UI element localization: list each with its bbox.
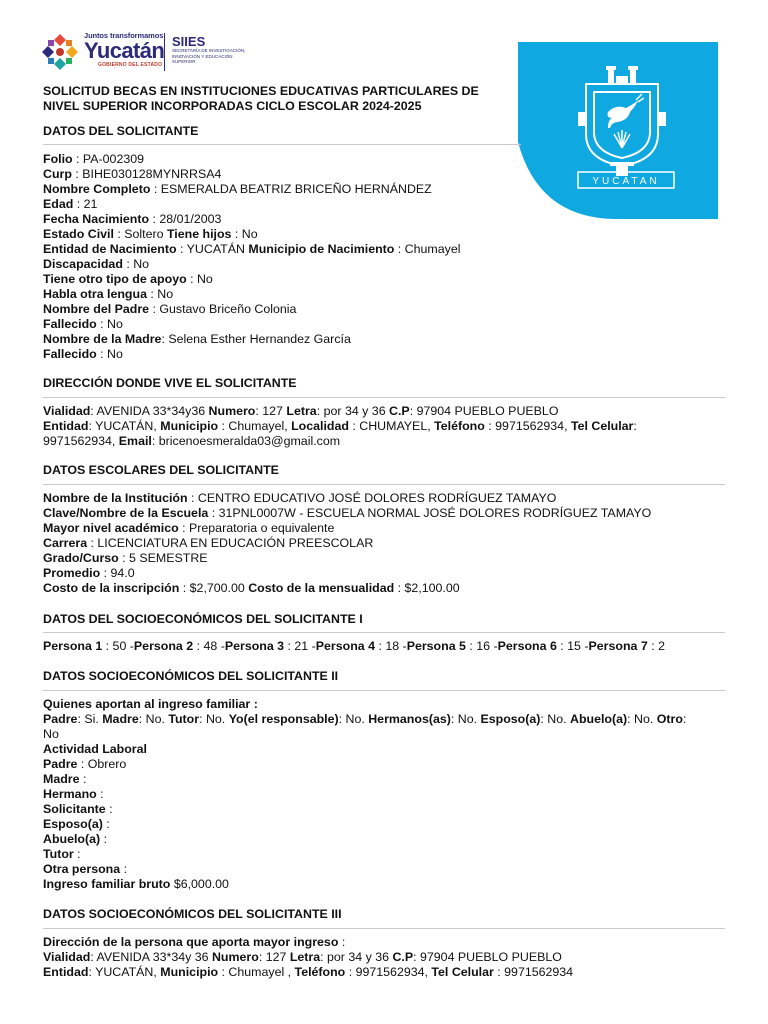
section-title-socio-3: DATOS SOCIOECONÓMICOS DEL SOLICITANTE III [43, 907, 342, 921]
socio1-block [43, 639, 733, 654]
field-fecha-nacimiento: Fecha Nacimiento : 28/01/2003 [43, 212, 222, 226]
field-al-otra-persona: Otra persona : [43, 862, 128, 876]
yucatan-logo-icon [40, 32, 80, 72]
section-divider [43, 632, 725, 633]
logo-tagline: Juntos transformamos [84, 31, 164, 40]
socio3-block [43, 935, 733, 980]
socio2-block [43, 697, 733, 892]
field-vialidad: Vialidad: AVENIDA 33*34y36 Numero: 127 Letra: por 34 y 36 C.P: 97904 PUEBLO PUEBLO [43, 404, 559, 418]
section-divider [43, 397, 725, 398]
section-title-escolares: DATOS ESCOLARES DEL SOLICITANTE [43, 463, 279, 477]
solicitante-block [43, 152, 733, 362]
section-divider [43, 928, 725, 929]
field-vialidad-aportante: Vialidad: AVENIDA 33*34y 36 Numero: 127 Letra: por 34 y 36 C.P: 97904 PUEBLO PUEBLO [43, 950, 562, 964]
field-aportan: Quienes aportan al ingreso familiar : [43, 697, 258, 711]
section-title-direccion: DIRECCIÓN DONDE VIVE EL SOLICITANTE [43, 376, 297, 390]
field-al-padre: Padre : Obrero [43, 757, 127, 771]
field-actividad-laboral: Actividad Laboral [43, 742, 147, 756]
siies-desc: SECRETARÍA DE INVESTIGACIÓN, INNOVACIÓN Y EDUCACIÓN SUPERIOR [172, 48, 246, 64]
section-title-socio-2: DATOS SOCIOECONÓMICOS DEL SOLICITANTE II [43, 669, 339, 683]
siies-name: SIIES [172, 34, 206, 49]
field-folio: Folio : PA-002309 [43, 152, 145, 166]
field-clave-escuela: Clave/Nombre de la Escuela : 31PNL0007W - ESCUELA NORMAL JOSÉ DOLORES RODRÍGUEZ TAMAYO [43, 506, 652, 520]
document-title-line-2: NIVEL SUPERIOR INCORPORADAS CICLO ESCOLAR 2024-2025 [43, 99, 422, 113]
field-al-tutor: Tutor : [43, 847, 81, 861]
field-nivel-academico: Mayor nivel académico : Preparatoria o equivalente [43, 521, 335, 535]
section-divider [43, 690, 725, 691]
field-costos: Costo de la inscripción : $2,700.00 Costo de la mensualidad : $2,100.00 [43, 581, 460, 595]
logo-gov: GOBIERNO DEL ESTADO [98, 62, 163, 68]
field-carrera: Carrera : LICENCIATURA EN EDUCACIÓN PREESCOLAR [43, 536, 374, 550]
document-title-line-1: SOLICITUD BECAS EN INSTITUCIONES EDUCATIVAS PARTICULARES DE [43, 84, 479, 98]
field-al-esposo: Esposo(a) : [43, 817, 110, 831]
field-otro-apoyo: Tiene otro tipo de apoyo : No [43, 272, 213, 286]
field-entidad: Entidad: YUCATÁN, Municipio : Chumayel, Localidad : CHUMAYEL, Teléfono : 9971562934, Tel Celular: [43, 419, 637, 433]
field-padre-fallecido: Fallecido : No [43, 317, 123, 331]
field-al-madre: Madre : [43, 772, 87, 786]
section-divider [43, 484, 725, 485]
field-al-abuelo: Abuelo(a) : [43, 832, 108, 846]
document-title [43, 84, 513, 114]
yucatan-wordmark [84, 31, 164, 69]
field-entidad-aportante: Entidad: YUCATÁN, Municipio : Chumayel , Teléfono : 9971562934, Tel Celular : 9971562934 [43, 965, 574, 979]
field-promedio: Promedio : 94.0 [43, 566, 135, 580]
field-madre-fallecido: Fallecido : No [43, 347, 123, 361]
logo-divider [164, 33, 165, 71]
field-email: 9971562934, Email: bricenoesmeralda03@gmail.com [43, 434, 341, 448]
logo-state: Yucatán [84, 38, 165, 63]
field-nombre: Nombre Completo : ESMERALDA BEATRIZ BRICEÑO HERNÁNDEZ [43, 182, 432, 196]
section-divider [43, 144, 521, 145]
field-otro-valor: No [43, 727, 59, 741]
field-discapacidad: Discapacidad : No [43, 257, 150, 271]
field-al-solicitante: Solicitante : [43, 802, 113, 816]
field-personas: Persona 1 : 50 -Persona 2 : 48 -Persona 3 : 21 -Persona 4 : 18 -Persona 5 : 16 -Persona 6 : 15 -Persona 7 : 2 [43, 639, 665, 653]
siies-logo [172, 35, 252, 65]
field-curp: Curp : BIHE030128MYNRRSA4 [43, 167, 222, 181]
field-aportantes: Padre: Si. Madre: No. Tutor: No. Yo(el responsable): No. Hermanos(as): No. Esposo(a): No. Abuelo(a): No. Otro: [43, 712, 687, 726]
field-otra-lengua: Habla otra lengua : No [43, 287, 174, 301]
field-ingreso-bruto: Ingreso familiar bruto $6,000.00 [43, 877, 229, 891]
field-dir-aportante: Dirección de la persona que aporta mayor ingreso : [43, 935, 346, 949]
field-grado: Grado/Curso : 5 SEMESTRE [43, 551, 208, 565]
field-nombre-madre: Nombre de la Madre: Selena Esther Hernandez García [43, 332, 351, 346]
field-edad: Edad : 21 [43, 197, 98, 211]
field-al-hermano: Hermano : [43, 787, 104, 801]
field-entidad-nacimiento: Entidad de Nacimiento : YUCATÁN Municipio de Nacimiento : Chumayel [43, 242, 461, 256]
field-nombre-padre: Nombre del Padre : Gustavo Briceño Colonia [43, 302, 297, 316]
section-title-solicitante: DATOS DEL SOLICITANTE [43, 124, 199, 138]
direccion-block [43, 404, 733, 449]
crest-label: YUCATAN [592, 176, 660, 187]
field-institucion: Nombre de la Institución : CENTRO EDUCATIVO JOSÉ DOLORES RODRÍGUEZ TAMAYO [43, 491, 557, 505]
escolares-block [43, 491, 733, 596]
header-logos [40, 31, 290, 75]
field-estado-civil: Estado Civil : Soltero Tiene hijos : No [43, 227, 258, 241]
section-title-socio-1: DATOS DEL SOCIOECONÓMICOS DEL SOLICITANTE I [43, 612, 363, 626]
